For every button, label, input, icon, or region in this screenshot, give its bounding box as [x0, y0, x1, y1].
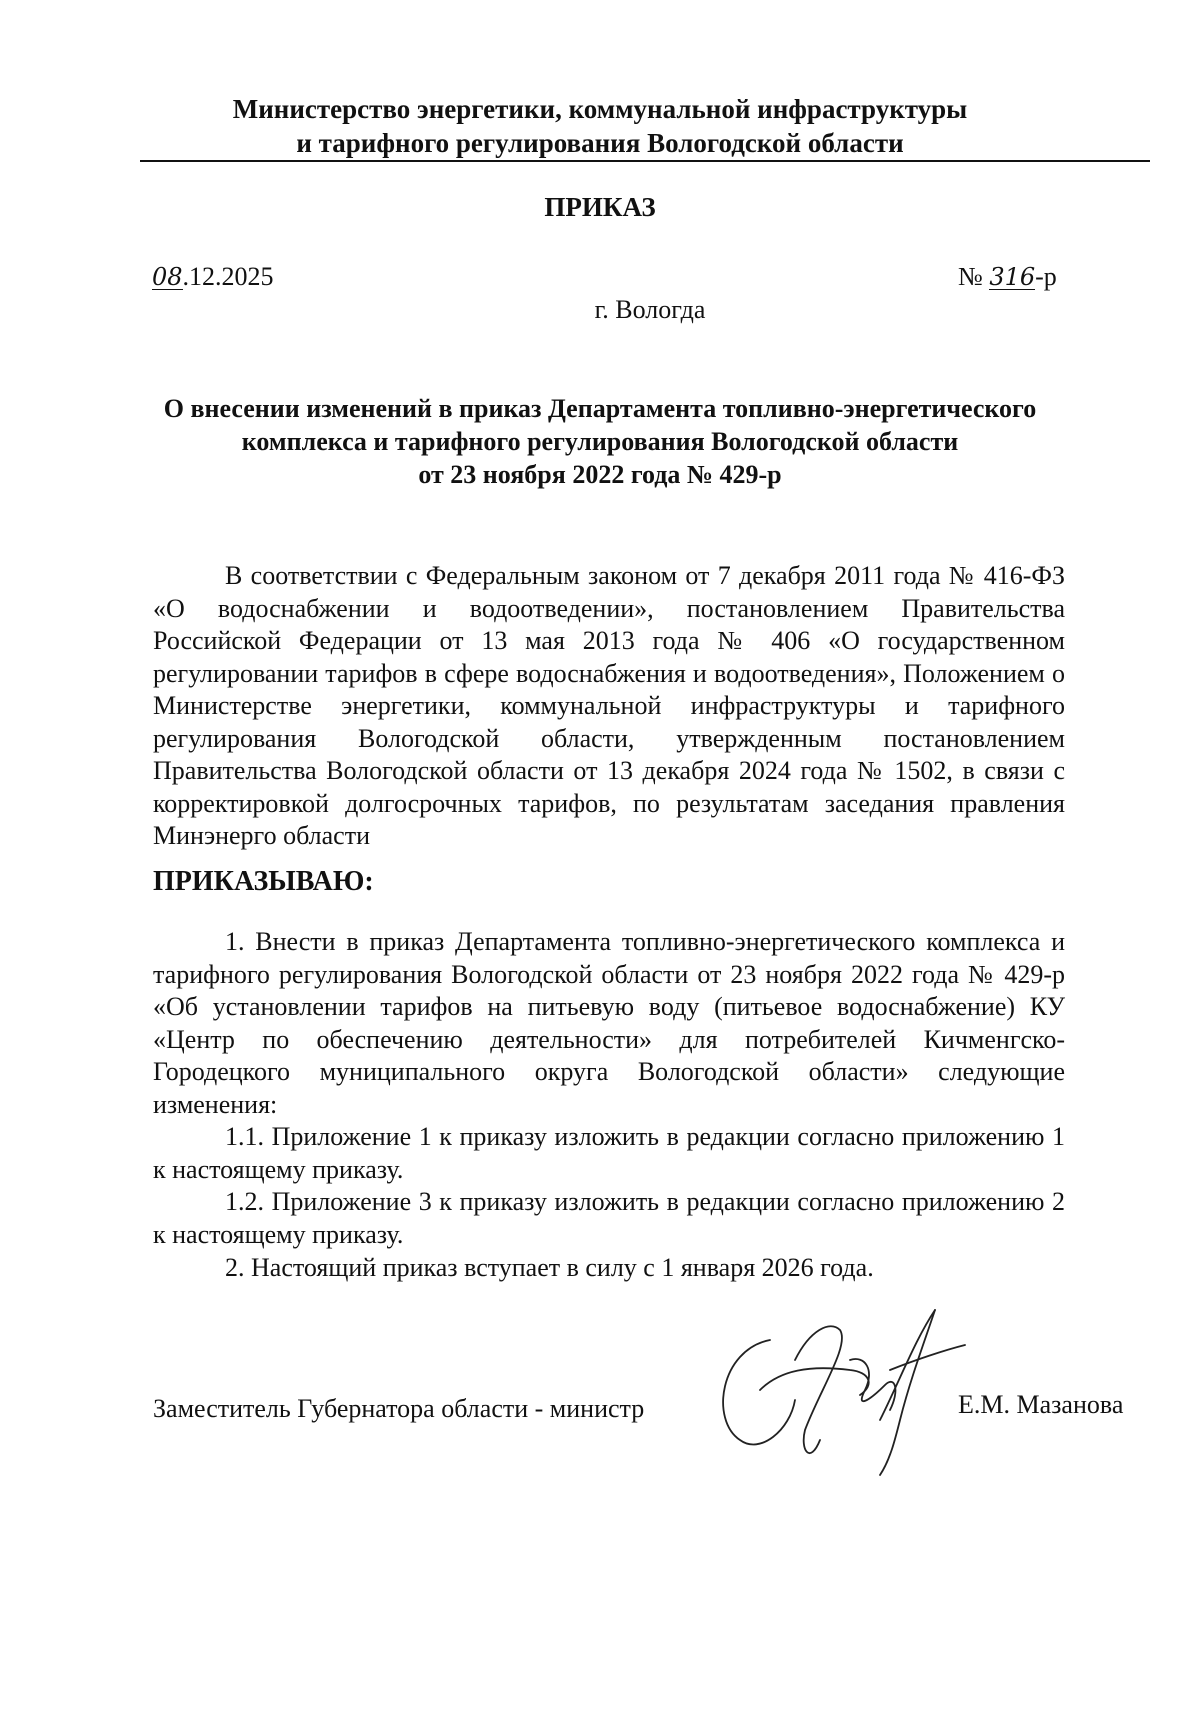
ministry-name-line2: и тарифного регулирования Вологодской области [296, 128, 904, 158]
number-prefix: № [958, 262, 990, 291]
number-handwritten: 316 [989, 263, 1036, 291]
subject-line1: О внесении изменений в приказ Департамента топливно-энергетического [163, 394, 1037, 423]
signatory-name: Е.М. Мазанова [958, 1390, 1124, 1419]
subject-line3: от 23 ноября 2022 года № 429-р [418, 460, 782, 489]
date-month-year: .12.2025 [182, 262, 274, 291]
document-title: ПРИКАЗ [544, 192, 656, 222]
document-subject [130, 392, 1070, 491]
header-divider [140, 160, 1150, 162]
handwritten-signature [700, 1300, 970, 1480]
item-2-paragraph: 2. Настоящий приказ вступает в силу с 1 января 2026 года. [225, 1253, 874, 1282]
orders-heading: ПРИКАЗЫВАЮ: [153, 866, 374, 897]
item-1-2-paragraph: 1.2. Приложение 3 к приказу изложить в редакции согласно приложению 2 к настоящему приказу. [153, 1187, 1065, 1249]
item-1-paragraph: 1. Внести в приказ Департамента топливно-энергетического комплекса и тарифного регулирования Вологодской области от 23 ноября 2022 года № 429-р «Об установлении тарифов на питьевую воду (питьевое водоснабжение) КУ «Центр по обеспечению деятельности» для потребителей Кичменгско-Городецкого муниципального округа Вологодской области» следующие изменения: [153, 927, 1065, 1119]
document-date [152, 262, 274, 292]
signatory-position: Заместитель Губернатора области - министр [153, 1394, 645, 1423]
subject-line2: комплекса и тарифного регулирования Вологодской области [241, 427, 959, 456]
document-number [958, 262, 1057, 292]
ministry-name-line1: Министерство энергетики, коммунальной инфраструктуры [232, 94, 968, 124]
number-suffix: -р [1035, 262, 1057, 291]
item-1-1-paragraph: 1.1. Приложение 1 к приказу изложить в редакции согласно приложению 1 к настоящему приказу. [153, 1122, 1065, 1184]
basis-paragraph: В соответствии с Федеральным законом от 7 декабря 2011 года № 416-ФЗ «О водоснабжении и водоотведении», постановлением Правительства Российской Федерации от 13 мая 2013 года № 406 «О государственном регулировании тарифов в сфере водоснабжения и водоотведения», Положением о Министерстве энергетики, коммунальной инфраструктуры и тарифного регулирования Вологодской области, утвержденным постановлением Правительства Вологодской области от 13 декабря 2024 года № 1502, в связи с корректировкой долгосрочных тарифов, по результатам заседания правления Минэнерго области [153, 561, 1065, 850]
document-city: г. Вологда [594, 295, 706, 324]
date-day-handwritten: 08 [152, 263, 183, 291]
